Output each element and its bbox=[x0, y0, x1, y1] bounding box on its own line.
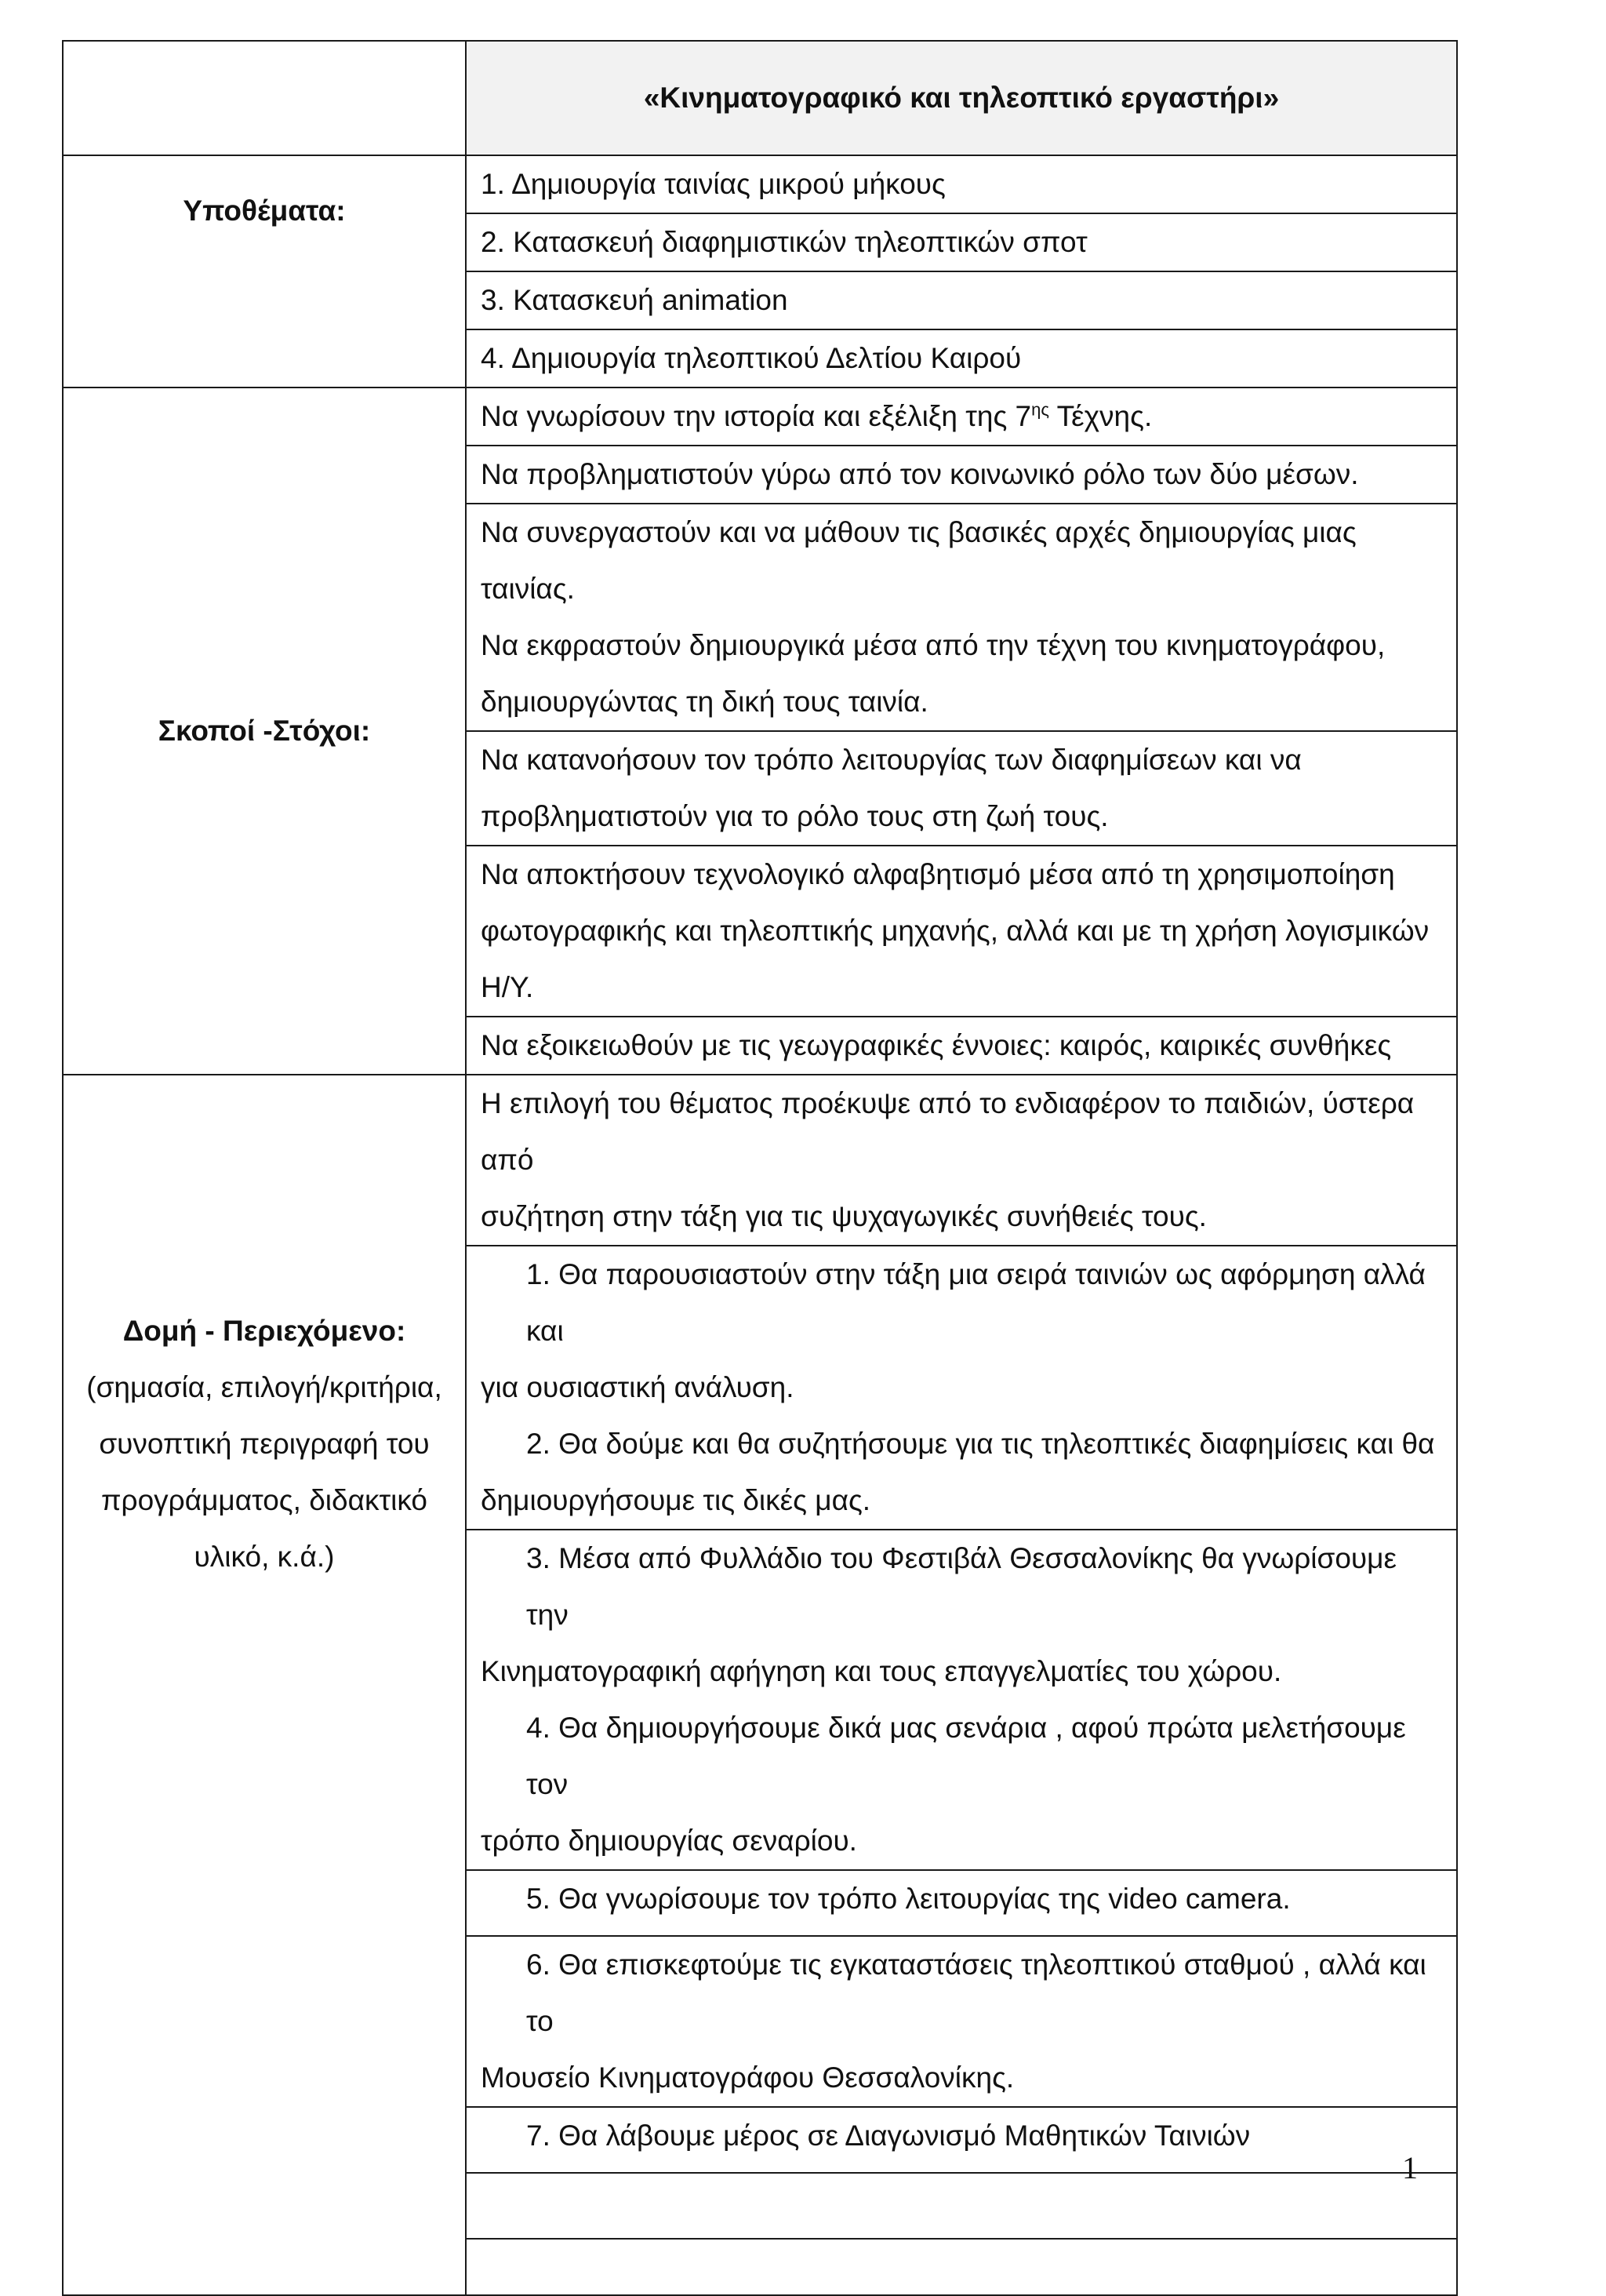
goal-item bbox=[467, 845, 1456, 1016]
goal-line: προβληματιστούν για το ρόλο τους στη ζωή τους. bbox=[481, 800, 1109, 832]
page-number: 1 bbox=[1402, 2150, 1418, 2185]
goals-label: Σκοποί -Στόχοι: bbox=[158, 715, 371, 747]
subtopics-label-cell bbox=[64, 156, 467, 387]
structure-label-note: (σημασία, επιλογή/κριτήρια, bbox=[86, 1371, 442, 1403]
goal-item: Να εξοικειωθούν με τις γεωγραφικές έννοιες: καιρός, καιρικές συνθήκες bbox=[467, 1016, 1456, 1074]
structure-line: συζήτηση στην τάξη για τις ψυχαγωγικές συνήθειές τους. bbox=[481, 1200, 1207, 1232]
structure-line: 6. Θα επισκεφτούμε τις εγκαταστάσεις τηλεοπτικού σταθμού , αλλά και το bbox=[526, 1949, 1426, 2037]
program-table bbox=[62, 40, 1458, 2296]
title-row bbox=[64, 42, 1456, 155]
goal-item bbox=[467, 503, 1456, 730]
structure-intro bbox=[467, 1075, 1456, 1245]
title-row-empty-cell bbox=[64, 42, 467, 155]
goal-line: Να εκφραστούν δημιουργικά μέσα από την τέχνη του κινηματογράφου, bbox=[481, 629, 1386, 661]
program-title: «Κινηματογραφικό και τηλεοπτικό εργαστήρι» bbox=[467, 42, 1456, 155]
goal-item bbox=[467, 730, 1456, 845]
empty-table-cell bbox=[467, 2238, 1456, 2294]
subtopic-item: 1. Δημιουργία ταινίας μικρού μήκους bbox=[481, 168, 946, 200]
goals-row bbox=[64, 387, 1456, 1074]
empty-table-cell bbox=[467, 2172, 1456, 2238]
subtopic-item: 3. Κατασκευή animation bbox=[467, 271, 1456, 329]
structure-line: 4. Θα δημιουργήσουμε δικά μας σενάρια , αφού πρώτα μελετήσουμε τον bbox=[526, 1712, 1406, 1800]
subtopics-row bbox=[64, 155, 1456, 387]
goal-item-text: Τέχνης. bbox=[1048, 400, 1153, 432]
structure-label: Δομή - Περιεχόμενο: bbox=[122, 1315, 406, 1347]
structure-step bbox=[467, 1935, 1456, 2106]
ordinal-superscript: ης bbox=[1031, 399, 1049, 420]
structure-step bbox=[467, 1529, 1456, 1869]
goal-line: δημιουργώντας τη δική τους ταινία. bbox=[481, 686, 928, 718]
structure-line: δημιουργήσουμε τις δικές μας. bbox=[481, 1484, 871, 1516]
goal-item-text: Να γνωρίσουν την ιστορία και εξέλιξη της 7 bbox=[481, 400, 1032, 432]
structure-line: Η επιλογή του θέματος προέκυψε από το ενδιαφέρον το παιδιών, ύστερα από bbox=[481, 1087, 1415, 1176]
structure-line: τρόπο δημιουργίας σεναρίου. bbox=[481, 1825, 857, 1857]
structure-line: 1. Θα παρουσιαστούν στην τάξη μια σειρά ταινιών ως αφόρμηση αλλά και bbox=[526, 1258, 1426, 1347]
subtopic-item: 2. Κατασκευή διαφημιστικών τηλεοπτικών σποτ bbox=[467, 213, 1456, 271]
structure-line: Κινηματογραφική αφήγηση και τους επαγγελματίες του χώρου. bbox=[481, 1655, 1282, 1687]
structure-step: 7. Θα λάβουμε μέρος σε Διαγωνισμό Μαθητικών Ταινιών bbox=[467, 2106, 1456, 2172]
structure-label-note: προγράμματος, διδακτικό bbox=[101, 1484, 427, 1516]
structure-line: Μουσείο Κινηματογράφου Θεσσαλονίκης. bbox=[481, 2061, 1015, 2094]
structure-step bbox=[467, 1245, 1456, 1529]
subtopics-label: Υποθέματα: bbox=[183, 195, 346, 227]
structure-label-cell bbox=[64, 1075, 467, 2294]
goal-item bbox=[467, 388, 1456, 445]
structure-line: 2. Θα δούμε και θα συζητήσουμε για τις τηλεοπτικές διαφημίσεις και θα bbox=[526, 1428, 1435, 1460]
goal-line: Να συνεργαστούν και να μάθουν τις βασικές αρχές δημιουργίας μιας ταινίας. bbox=[481, 516, 1357, 605]
structure-line: για ουσιαστική ανάλυση. bbox=[481, 1371, 794, 1403]
subtopic-item: 4. Δημιουργία τηλεοπτικού Δελτίου Καιρού bbox=[467, 329, 1456, 387]
goal-line: φωτογραφικής και τηλεοπτικής μηχανής, αλλά και με τη χρήση λογισμικών Η/Υ. bbox=[481, 915, 1430, 1003]
goal-line: Να αποκτήσουν τεχνολογικό αλφαβητισμό μέσα από τη χρησιμοποίηση bbox=[481, 858, 1395, 890]
goal-item: Να προβληματιστούν γύρω από τον κοινωνικό ρόλο των δύο μέσων. bbox=[467, 445, 1456, 503]
structure-label-note: συνοπτική περιγραφή του bbox=[99, 1428, 430, 1460]
structure-line: 3. Μέσα από Φυλλάδιο του Φεστιβάλ Θεσσαλονίκης θα γνωρίσουμε την bbox=[526, 1542, 1397, 1631]
goals-label-cell bbox=[64, 388, 467, 1074]
structure-step: 5. Θα γνωρίσουμε τον τρόπο λειτουργίας της video camera. bbox=[467, 1869, 1456, 1935]
goal-line: Να κατανοήσουν τον τρόπο λειτουργίας των διαφημίσεων και να bbox=[481, 744, 1302, 776]
structure-row bbox=[64, 1074, 1456, 2294]
structure-label-note: υλικό, κ.ά.) bbox=[194, 1541, 335, 1573]
